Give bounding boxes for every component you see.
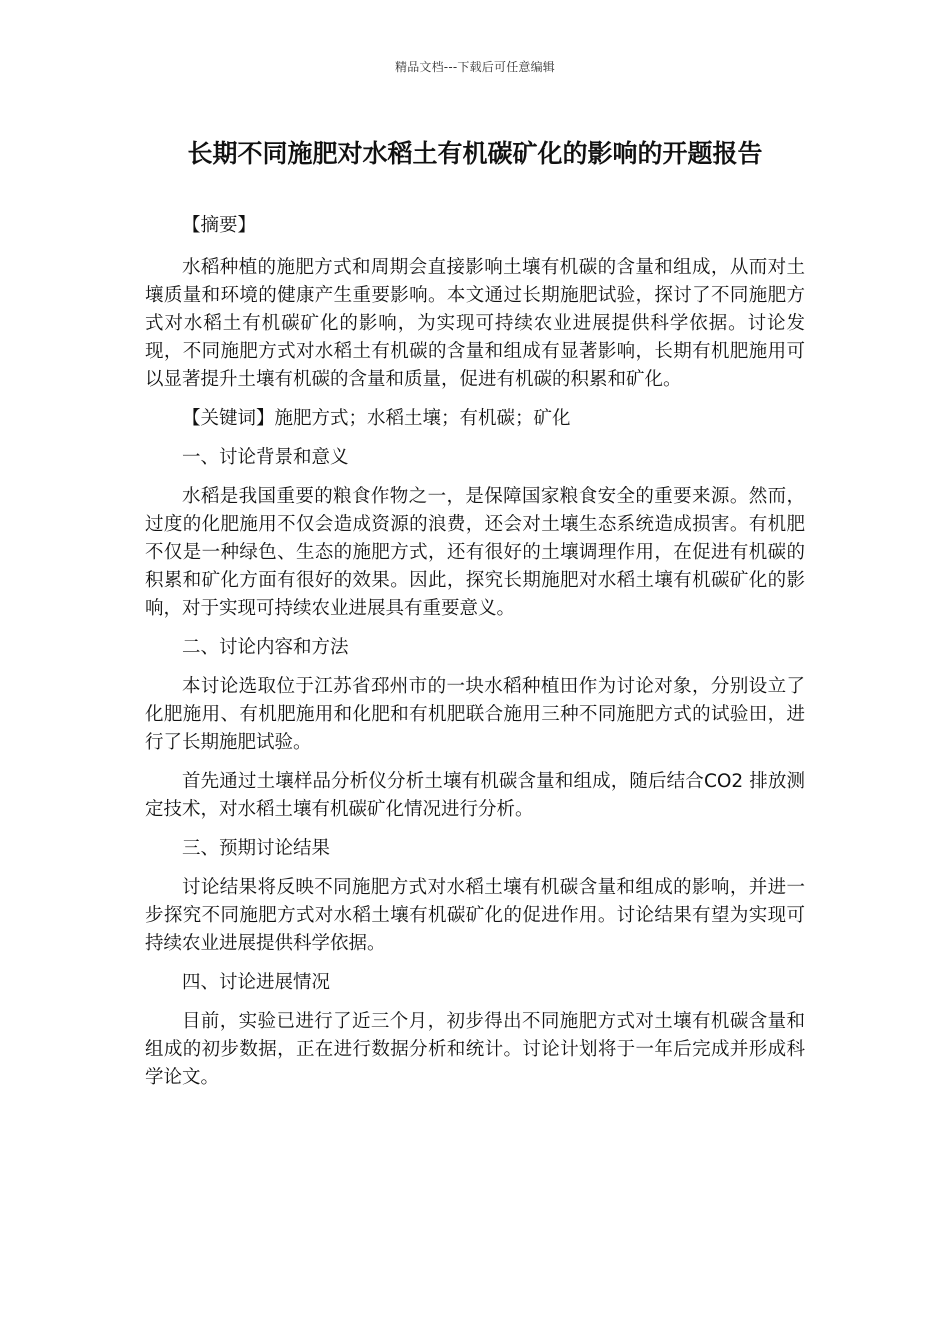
section-heading-expected-results: 三、预期讨论结果 xyxy=(182,838,331,859)
section-paragraph-background: 水稻是我国重要的粮食作物之一，是保障国家粮食安全的重要来源。然而，过度的化肥施用不仅会造成资源的浪费，还会对土壤生态系统造成损害。有机肥不仅是一种绿色、生态的施肥方式，还有很好的土壤调理作用，在促进有机碳的积累和矿化方面有很好的效果。因此，探究长期施肥对水稻土壤有机碳矿化的影响，对于实现可持续农业进展具有重要意义。 xyxy=(145,486,805,619)
section-heading-methods: 二、讨论内容和方法 xyxy=(182,637,349,658)
section-heading-background: 一、讨论背景和意义 xyxy=(182,447,349,468)
section-paragraph-methods-2: 首先通过土壤样品分析仪分析土壤有机碳含量和组成，随后结合CO2 排放测定技术，对水稻土壤有机碳矿化情况进行分析。 xyxy=(145,771,805,820)
document-body xyxy=(145,212,805,1103)
keywords-line: 【关键词】施肥方式；水稻土壤；有机碳；矿化 xyxy=(182,408,571,429)
section-paragraph-progress: 目前，实验已进行了近三个月，初步得出不同施肥方式对土壤有机碳含量和组成的初步数据，正在进行数据分析和统计。讨论计划将于一年后完成并形成科学论文。 xyxy=(145,1011,805,1088)
section-paragraph-methods-1: 本讨论选取位于江苏省邳州市的一块水稻种植田作为讨论对象，分别设立了化肥施用、有机肥施用和化肥和有机肥联合施用三种不同施肥方式的试验田，进行了长期施肥试验。 xyxy=(145,676,805,753)
header-note: 精品文档---下载后可任意编辑 xyxy=(395,60,555,74)
document-title: 长期不同施肥对水稻土有机碳矿化的影响的开题报告 xyxy=(187,139,763,168)
section-paragraph-expected-results: 讨论结果将反映不同施肥方式对水稻土壤有机碳含量和组成的影响，并进一步探究不同施肥方式对水稻土壤有机碳矿化的促进作用。讨论结果有望为实现可持续农业进展提供科学依据。 xyxy=(145,877,805,954)
abstract-label: 【摘要】 xyxy=(182,215,257,236)
abstract-paragraph: 水稻种植的施肥方式和周期会直接影响土壤有机碳的含量和组成，从而对土壤质量和环境的健康产生重要影响。本文通过长期施肥试验，探讨了不同施肥方式对水稻土有机碳矿化的影响，为实现可持续农业进展提供科学依据。讨论发现，不同施肥方式对水稻土有机碳的含量和组成有显著影响，长期有机肥施用可以显著提升土壤有机碳的含量和质量，促进有机碳的积累和矿化。 xyxy=(145,257,805,390)
section-heading-progress: 四、讨论进展情况 xyxy=(182,972,331,993)
